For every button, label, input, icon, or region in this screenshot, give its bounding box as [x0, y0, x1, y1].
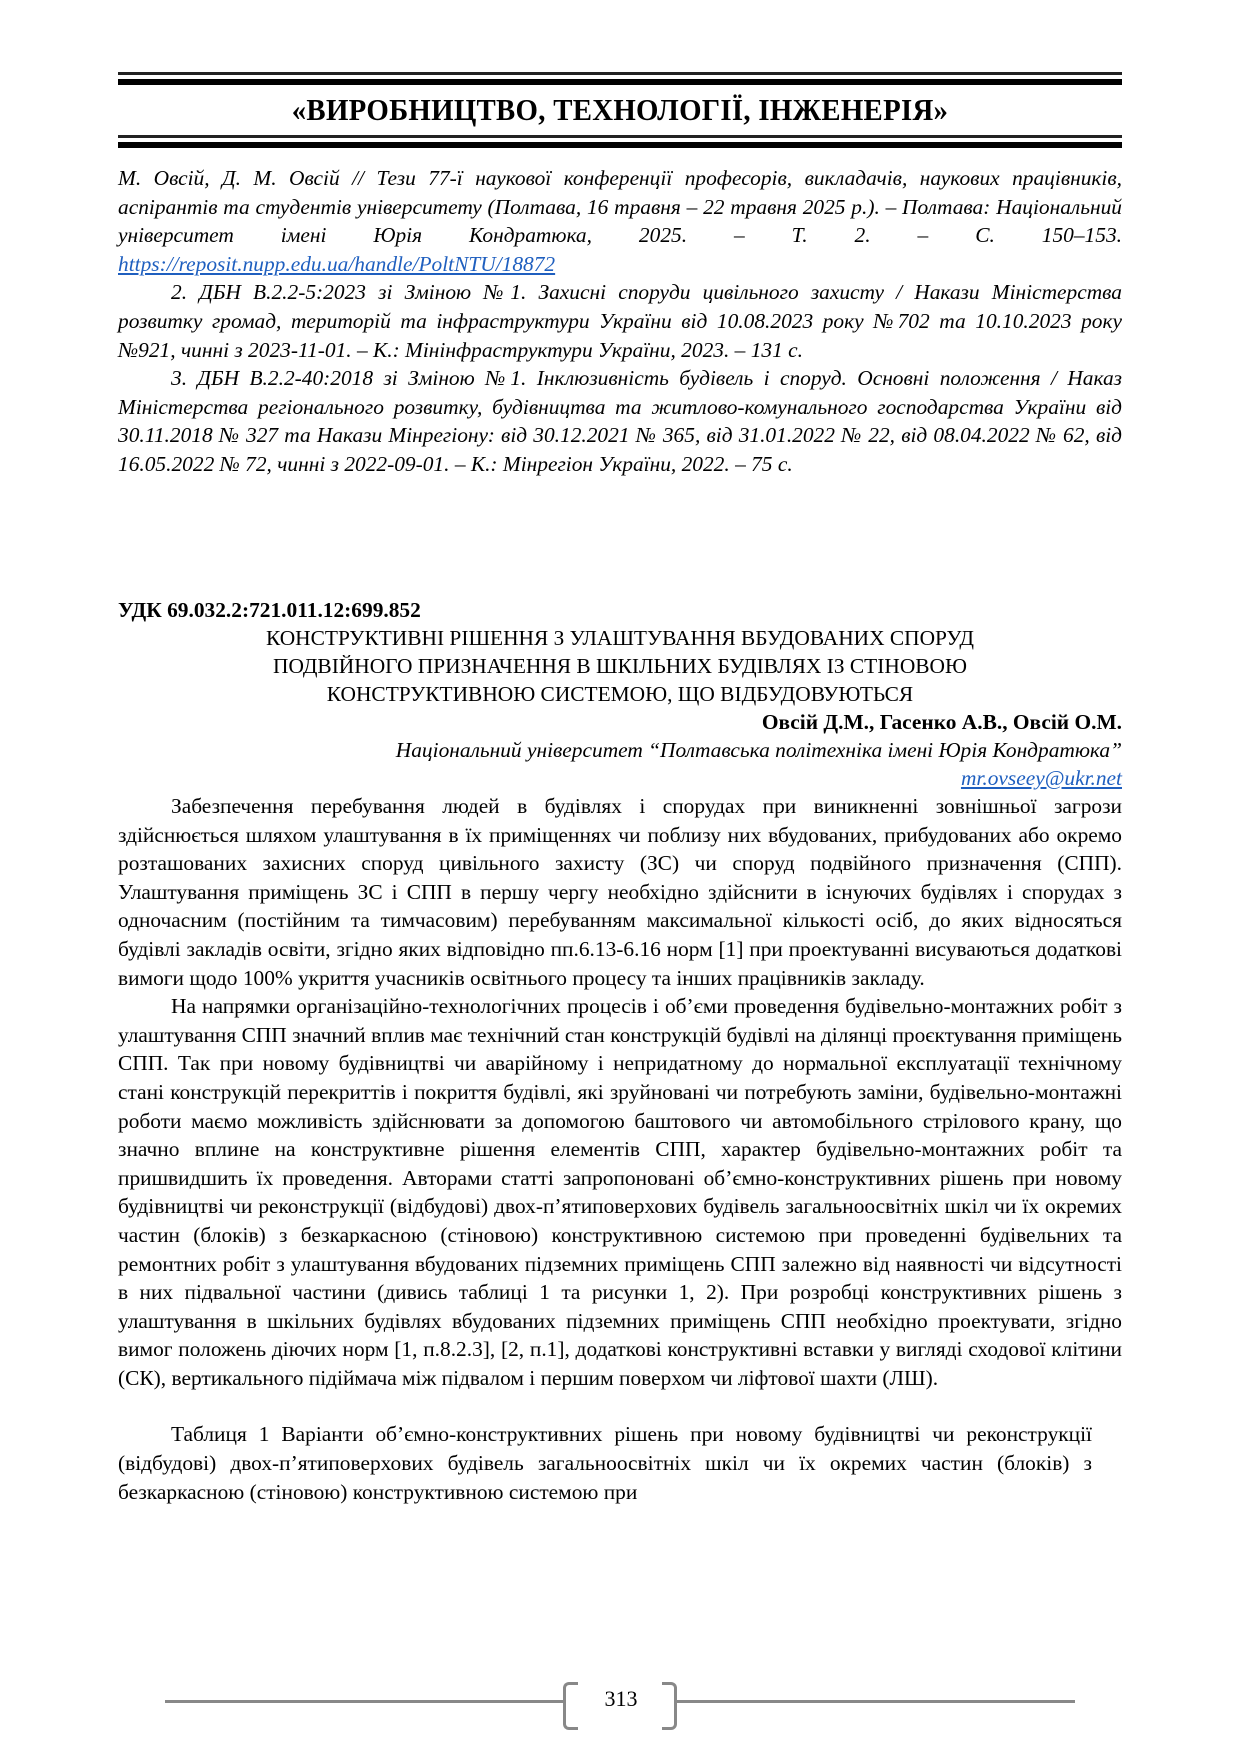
udc-code: УДК 69.032.2:721.011.12:699.852 — [118, 598, 421, 622]
reference-1-tail — [118, 164, 1122, 278]
body-paragraph: На напрямки організаційно-технологічних процесів і об’єми проведення будівельно-монтажних робіт з улаштування СПП значний вплив має технічний стан конструкцій будівлі на ділянці проєктування приміщень СПП. Так при новому будівництві чи аварійному і непридатному до нормальної експлуатації технічному стані конструкцій перекриттів і покриття будівлі, які зруйновані чи потребують заміни, будівельно-монтажні роботи маємо можливість здійснювати за допомогою баштового чи автомобільного стрілового крану, що значно вплине на конструктивне рішення елементів СПП, характер будівельно-монтажних робіт та пришвидшить їх проведення. Авторами статті запропоновані об’ємно-конструктивних рішень при новому будівництві чи реконструкції (відбудові) двох-п’ятиповерхових будівель загальноосвітніх шкіл чи їх окремих частин (блоків) з безкаркасною (стіновою) конструктивною системою при проведенні будівельних та ремонтних робіт з улаштування вбудованих підземних приміщень СПП залежно від наявності чи відсутності в них підвальної частини (дивись таблиці 1 та рисунки 1, 2). При розробці конструктивних рішень з улаштування в шкільних будівлях вбудованих підземних приміщень СПП необхідно проектувати, згідно вимог положень діючих норм [1, п.8.2.3], [2, п.1], додаткові конструктивні вставки у вигляді сходової клітини (СК), вертикального підіймача між підвалом і першим поверхом чи ліфтової шахти (ЛШ). — [118, 994, 1122, 1390]
reference-1-text: М. Овсій, Д. М. Овсій // Тези 77-ї наукової конференції професорів, викладачів, наукових працівників, аспірантів та студентів університету (Полтава, 16 травня – 22 травня 2025 р.). – Полтава: Національний університет імені Юрія Кондратюка, 2025. – Т. 2. – С. 150–153. — [118, 166, 1122, 248]
article — [118, 596, 1122, 1506]
footer-rule-left — [165, 1700, 565, 1703]
header-rule-bottom-thick — [118, 142, 1122, 148]
reference-3: 3. ДБН В.2.2-40:2018 зі Зміною №1. Інклюзивність будівель і споруд. Основні положення / Наказ Міністерства регіонального розвитку, будівництва та житлово-комунального господарства України від 30.11.2018 № 327 та Накази Мінрегіону: від 30.12.2021 № 365, від 31.01.2022 № 22, від 08.04.2022 № 62, від 16.05.2022 № 72, чинні з 2022-09-01. – К.: Мінрегіон України, 2022. – 75 с. — [118, 366, 1122, 476]
journal-header — [118, 72, 1122, 148]
header-rule-top-thick — [118, 79, 1122, 85]
reference-2: 2. ДБН В.2.2-5:2023 зі Зміною №1. Захисні споруди цивільного захисту / Накази Міністерства розвитку громад, територій та інфраструктури України від 10.08.2023 року №702 та 10.10.2023 року №921, чинні з 2023-11-01. – К.: Мінінфраструктури України, 2023. – 131 с. — [118, 280, 1122, 362]
body-paragraph: Забезпечення перебування людей в будівлях і спорудах при виникненні зовнішньої загрози здійснюється шляхом улаштування в їх приміщеннях чи поблизу них вбудованих, прибудованих або окремо розташованих захисних споруд цивільного захисту (ЗС) чи споруд подвійного призначення (СПП). Улаштування приміщень ЗС і СПП в першу чергу необхідно здійснити в існуючих будівлях і спорудах з одночасним (постійним та тимчасовим) перебуванням максимальної кількості осіб, до яких відносяться будівлі закладів освіти, згідно яких відповідно пп.6.13-6.16 норм [1] при проектуванні висуваються додаткові вимоги щодо 100% укриття учасників освітнього процесу та інших працівників закладу. — [118, 794, 1122, 990]
journal-section-title: «ВИРОБНИЦТВО, ТЕХНОЛОГІЇ, ІНЖЕНЕРІЯ» — [291, 92, 949, 127]
page-number: 313 — [604, 1686, 638, 1711]
page-footer — [165, 1676, 1075, 1726]
footer-right-bracket-icon — [662, 1682, 677, 1730]
article-body — [118, 792, 1122, 1392]
author-affiliation: Національний університет “Полтавська політехніка імені Юрія Кондратюка” — [395, 738, 1122, 762]
author-email-link[interactable]: mr.ovseey@ukr.net — [960, 766, 1122, 790]
footer-left-bracket-icon — [563, 1682, 578, 1730]
reference-1-link[interactable]: https://reposit.nupp.edu.ua/handle/PoltNTU/18872 — [118, 251, 556, 276]
footer-rule-right — [675, 1700, 1075, 1703]
article-title-line: КОНСТРУКТИВНІ РІШЕННЯ З УЛАШТУВАННЯ ВБУДОВАНИХ СПОРУД — [265, 626, 974, 650]
article-authors: Овсій Д.М., Гасенко А.В., Овсій О.М. — [761, 710, 1122, 734]
references-list — [118, 164, 1122, 479]
article-title-line: ПОДВІЙНОГО ПРИЗНАЧЕННЯ В ШКІЛЬНИХ БУДІВЛЯХ ІЗ СТІНОВОЮ — [273, 654, 967, 678]
header-rule-top-thin — [118, 72, 1122, 75]
table-caption: Таблиця 1 Варіанти об’ємно-конструктивних рішень при новому будівництві чи реконструкції (відбудові) двох-п’ятиповерхових будівель загальноосвітніх шкіл чи їх окремих частин (блоків) з безкаркасною (стіновою) конструктивною системою при — [118, 1422, 1092, 1504]
article-title-line: КОНСТРУКТИВНОЮ СИСТЕМОЮ, ЩО ВІДБУДОВУЮТЬСЯ — [326, 682, 914, 706]
author-email-line — [118, 764, 1122, 792]
article-title — [118, 624, 1122, 708]
header-rule-bottom-thin — [118, 135, 1122, 138]
